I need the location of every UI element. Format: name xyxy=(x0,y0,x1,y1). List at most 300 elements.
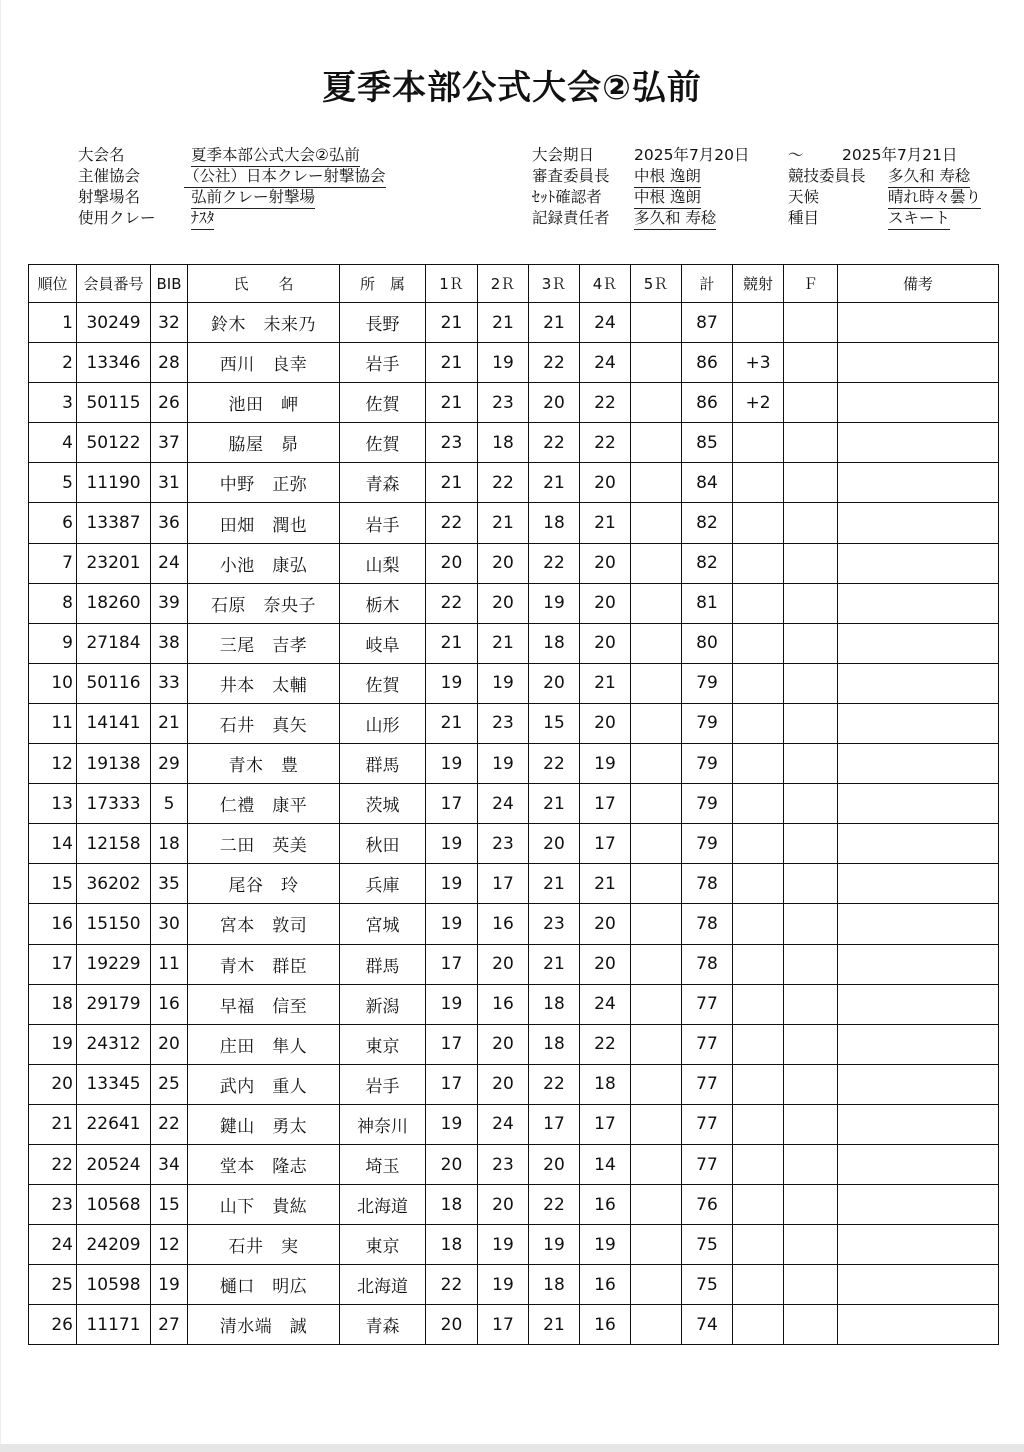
cell-total: 79 xyxy=(682,784,733,824)
cell-affiliation: 青森 xyxy=(340,1305,426,1345)
cell-round-1: 20 xyxy=(426,1144,478,1184)
cell-total: 79 xyxy=(682,744,733,784)
recorder-row xyxy=(532,208,1002,229)
table-row xyxy=(29,303,999,343)
clay-row xyxy=(78,208,438,229)
cell-affiliation: 栃木 xyxy=(340,583,426,623)
cell-round-1: 21 xyxy=(426,623,478,663)
event-type-value: スキート xyxy=(888,208,950,230)
cell-member-number: 17333 xyxy=(77,784,151,824)
header-bib: BIB xyxy=(151,265,188,303)
cell-round-3: 18 xyxy=(529,1265,580,1305)
cell-member-number: 15150 xyxy=(77,904,151,944)
table-row xyxy=(29,383,999,423)
cell-round-1: 19 xyxy=(426,663,478,703)
cell-member-number: 24209 xyxy=(77,1225,151,1265)
cell-total: 79 xyxy=(682,663,733,703)
table-row xyxy=(29,864,999,904)
cell-round-3: 21 xyxy=(529,784,580,824)
cell-f xyxy=(784,343,838,383)
cell-round-1: 18 xyxy=(426,1225,478,1265)
cell-remarks xyxy=(838,1265,999,1305)
cell-total: 75 xyxy=(682,1265,733,1305)
clay-value: ﾅｽﾀ xyxy=(191,208,214,230)
competition-chair-label: 競技委員長 xyxy=(788,167,866,185)
recorder-label: 記録責任者 xyxy=(532,209,610,227)
cell-affiliation: 群馬 xyxy=(340,744,426,784)
cell-bib: 12 xyxy=(151,1225,188,1265)
cell-round-3: 21 xyxy=(529,1305,580,1345)
cell-remarks xyxy=(838,703,999,743)
cell-affiliation: 秋田 xyxy=(340,824,426,864)
cell-round-4: 21 xyxy=(580,663,631,703)
cell-rank: 10 xyxy=(29,663,77,703)
cell-member-number: 23201 xyxy=(77,543,151,583)
cell-round-5 xyxy=(631,944,682,984)
cell-f xyxy=(784,824,838,864)
header-round-4: 4Ｒ xyxy=(580,265,631,303)
cell-f xyxy=(784,784,838,824)
cell-round-2: 16 xyxy=(478,904,529,944)
cell-round-1: 19 xyxy=(426,1104,478,1144)
cell-remarks xyxy=(838,864,999,904)
table-row xyxy=(29,1144,999,1184)
cell-round-1: 21 xyxy=(426,703,478,743)
cell-round-3: 21 xyxy=(529,944,580,984)
cell-f xyxy=(784,663,838,703)
cell-round-3: 22 xyxy=(529,423,580,463)
cell-f xyxy=(784,904,838,944)
cell-affiliation: 北海道 xyxy=(340,1185,426,1225)
table-row xyxy=(29,1064,999,1104)
cell-round-2: 20 xyxy=(478,1024,529,1064)
cell-bib: 35 xyxy=(151,864,188,904)
cell-remarks xyxy=(838,744,999,784)
cell-shoot-off xyxy=(733,1265,784,1305)
cell-member-number: 10568 xyxy=(77,1185,151,1225)
cell-round-2: 21 xyxy=(478,303,529,343)
cell-round-2: 20 xyxy=(478,543,529,583)
header-member-number: 会員番号 xyxy=(77,265,151,303)
table-header-row xyxy=(29,265,999,303)
cell-total: 87 xyxy=(682,303,733,343)
cell-rank: 4 xyxy=(29,423,77,463)
cell-rank: 3 xyxy=(29,383,77,423)
cell-name: 二田 英美 xyxy=(188,824,340,864)
cell-round-5 xyxy=(631,343,682,383)
cell-shoot-off xyxy=(733,703,784,743)
cell-rank: 18 xyxy=(29,984,77,1024)
cell-round-4: 24 xyxy=(580,303,631,343)
cell-name: 仁禮 康平 xyxy=(188,784,340,824)
cell-round-4: 19 xyxy=(580,1225,631,1265)
cell-affiliation: 群馬 xyxy=(340,944,426,984)
cell-shoot-off xyxy=(733,1144,784,1184)
cell-affiliation: 岩手 xyxy=(340,1064,426,1104)
table-row xyxy=(29,703,999,743)
cell-round-4: 24 xyxy=(580,343,631,383)
table-row xyxy=(29,503,999,543)
cell-rank: 19 xyxy=(29,1024,77,1064)
cell-round-2: 21 xyxy=(478,503,529,543)
cell-round-5 xyxy=(631,543,682,583)
competition-chair-value: 多久和 寿稔 xyxy=(888,166,970,188)
cell-name: 池田 岬 xyxy=(188,383,340,423)
cell-f xyxy=(784,623,838,663)
table-row xyxy=(29,663,999,703)
cell-affiliation: 新潟 xyxy=(340,984,426,1024)
weather-value: 晴れ時々曇り xyxy=(888,187,981,209)
table-row xyxy=(29,1265,999,1305)
table-body xyxy=(29,303,999,1345)
cell-total: 78 xyxy=(682,904,733,944)
cell-name: 樋口 明広 xyxy=(188,1265,340,1305)
cell-round-4: 20 xyxy=(580,944,631,984)
setter-row xyxy=(532,187,1002,208)
cell-round-2: 20 xyxy=(478,1064,529,1104)
cell-name: 石井 実 xyxy=(188,1225,340,1265)
cell-total: 77 xyxy=(682,1104,733,1144)
cell-remarks xyxy=(838,463,999,503)
cell-round-5 xyxy=(631,1265,682,1305)
cell-round-4: 20 xyxy=(580,904,631,944)
cell-f xyxy=(784,1265,838,1305)
table-row xyxy=(29,1104,999,1144)
cell-round-3: 20 xyxy=(529,824,580,864)
cell-affiliation: 兵庫 xyxy=(340,864,426,904)
cell-member-number: 13345 xyxy=(77,1064,151,1104)
cell-round-5 xyxy=(631,1185,682,1225)
cell-name: 石原 奈央子 xyxy=(188,583,340,623)
cell-bib: 26 xyxy=(151,383,188,423)
cell-round-5 xyxy=(631,503,682,543)
cell-round-4: 22 xyxy=(580,1024,631,1064)
cell-rank: 21 xyxy=(29,1104,77,1144)
cell-shoot-off: +3 xyxy=(733,343,784,383)
cell-rank: 2 xyxy=(29,343,77,383)
cell-total: 84 xyxy=(682,463,733,503)
cell-round-3: 21 xyxy=(529,864,580,904)
cell-name: 早福 信至 xyxy=(188,984,340,1024)
cell-round-1: 21 xyxy=(426,463,478,503)
header-remarks: 備考 xyxy=(838,265,999,303)
cell-remarks xyxy=(838,1144,999,1184)
cell-round-5 xyxy=(631,663,682,703)
cell-shoot-off xyxy=(733,944,784,984)
cell-member-number: 11171 xyxy=(77,1305,151,1345)
cell-remarks xyxy=(838,1064,999,1104)
cell-total: 82 xyxy=(682,543,733,583)
cell-round-2: 21 xyxy=(478,623,529,663)
cell-member-number: 24312 xyxy=(77,1024,151,1064)
cell-remarks xyxy=(838,1225,999,1265)
cell-name: 中野 正弥 xyxy=(188,463,340,503)
cell-rank: 12 xyxy=(29,744,77,784)
cell-member-number: 20524 xyxy=(77,1144,151,1184)
cell-round-2: 16 xyxy=(478,984,529,1024)
cell-name: 庄田 隼人 xyxy=(188,1024,340,1064)
cell-round-5 xyxy=(631,1024,682,1064)
cell-f xyxy=(784,864,838,904)
cell-round-4: 18 xyxy=(580,1064,631,1104)
cell-round-1: 18 xyxy=(426,1185,478,1225)
cell-round-3: 18 xyxy=(529,623,580,663)
cell-bib: 33 xyxy=(151,663,188,703)
cell-f xyxy=(784,583,838,623)
cell-round-1: 20 xyxy=(426,1305,478,1345)
cell-round-5 xyxy=(631,303,682,343)
cell-shoot-off xyxy=(733,1024,784,1064)
cell-bib: 5 xyxy=(151,784,188,824)
cell-round-5 xyxy=(631,1225,682,1265)
cell-member-number: 10598 xyxy=(77,1265,151,1305)
cell-remarks xyxy=(838,944,999,984)
cell-name: 宮本 敦司 xyxy=(188,904,340,944)
cell-round-2: 20 xyxy=(478,944,529,984)
cell-bib: 38 xyxy=(151,623,188,663)
cell-member-number: 13387 xyxy=(77,503,151,543)
table-row xyxy=(29,343,999,383)
cell-bib: 29 xyxy=(151,744,188,784)
cell-round-4: 17 xyxy=(580,824,631,864)
cell-round-5 xyxy=(631,824,682,864)
cell-round-5 xyxy=(631,423,682,463)
cell-round-1: 19 xyxy=(426,864,478,904)
table-row xyxy=(29,1225,999,1265)
results-table xyxy=(28,264,999,1345)
range-value: 弘前クレー射撃場 xyxy=(191,187,315,209)
cell-bib: 11 xyxy=(151,944,188,984)
cell-remarks xyxy=(838,583,999,623)
cell-round-1: 22 xyxy=(426,503,478,543)
cell-round-4: 20 xyxy=(580,623,631,663)
cell-f xyxy=(784,1104,838,1144)
cell-total: 82 xyxy=(682,503,733,543)
cell-round-2: 17 xyxy=(478,1305,529,1345)
cell-member-number: 27184 xyxy=(77,623,151,663)
cell-round-5 xyxy=(631,864,682,904)
cell-round-4: 14 xyxy=(580,1144,631,1184)
cell-shoot-off: +2 xyxy=(733,383,784,423)
cell-round-3: 22 xyxy=(529,744,580,784)
cell-f xyxy=(784,984,838,1024)
cell-round-3: 18 xyxy=(529,984,580,1024)
recorder-value: 多久和 寿稔 xyxy=(634,208,716,230)
cell-remarks xyxy=(838,1185,999,1225)
cell-affiliation: 岩手 xyxy=(340,343,426,383)
cell-name: 鈴木 未来乃 xyxy=(188,303,340,343)
cell-rank: 17 xyxy=(29,944,77,984)
cell-shoot-off xyxy=(733,984,784,1024)
cell-name: 清水端 誠 xyxy=(188,1305,340,1345)
cell-shoot-off xyxy=(733,864,784,904)
cell-f xyxy=(784,1024,838,1064)
cell-round-1: 17 xyxy=(426,784,478,824)
period-label: 大会期日 xyxy=(532,146,595,164)
setter-value: 中根 逸朗 xyxy=(634,187,701,209)
cell-shoot-off xyxy=(733,744,784,784)
page-bottom-edge xyxy=(0,1444,1024,1452)
cell-round-4: 19 xyxy=(580,744,631,784)
cell-member-number: 19229 xyxy=(77,944,151,984)
cell-f xyxy=(784,383,838,423)
cell-name: 山下 貴紘 xyxy=(188,1185,340,1225)
host-value: （公社）日本クレー射撃協会 xyxy=(184,166,386,188)
cell-shoot-off xyxy=(733,904,784,944)
table-row xyxy=(29,984,999,1024)
cell-remarks xyxy=(838,1024,999,1064)
cell-shoot-off xyxy=(733,463,784,503)
cell-member-number: 50122 xyxy=(77,423,151,463)
cell-member-number: 29179 xyxy=(77,984,151,1024)
table-row xyxy=(29,944,999,984)
cell-rank: 11 xyxy=(29,703,77,743)
cell-round-3: 17 xyxy=(529,1104,580,1144)
cell-bib: 25 xyxy=(151,1064,188,1104)
host-label: 主催協会 xyxy=(78,167,141,185)
event-name-label: 大会名 xyxy=(78,146,125,164)
date-end: 2025年7月21日 xyxy=(842,146,958,164)
cell-round-2: 24 xyxy=(478,784,529,824)
cell-remarks xyxy=(838,824,999,864)
cell-total: 77 xyxy=(682,984,733,1024)
cell-affiliation: 佐賀 xyxy=(340,423,426,463)
cell-f xyxy=(784,944,838,984)
cell-remarks xyxy=(838,303,999,343)
cell-total: 79 xyxy=(682,824,733,864)
cell-shoot-off xyxy=(733,423,784,463)
header-f: Ｆ xyxy=(784,265,838,303)
cell-round-1: 19 xyxy=(426,904,478,944)
cell-name: 西川 良幸 xyxy=(188,343,340,383)
cell-name: 三尾 吉孝 xyxy=(188,623,340,663)
cell-bib: 28 xyxy=(151,343,188,383)
cell-round-4: 20 xyxy=(580,543,631,583)
cell-round-2: 24 xyxy=(478,1104,529,1144)
cell-bib: 36 xyxy=(151,503,188,543)
cell-round-4: 17 xyxy=(580,784,631,824)
table-row xyxy=(29,1185,999,1225)
cell-round-3: 23 xyxy=(529,904,580,944)
cell-round-1: 19 xyxy=(426,744,478,784)
header-shoot-off: 競射 xyxy=(733,265,784,303)
header-round-5: 5Ｒ xyxy=(631,265,682,303)
cell-round-1: 22 xyxy=(426,1265,478,1305)
cell-bib: 27 xyxy=(151,1305,188,1345)
cell-total: 74 xyxy=(682,1305,733,1345)
cell-name: 堂本 隆志 xyxy=(188,1144,340,1184)
cell-rank: 8 xyxy=(29,583,77,623)
cell-affiliation: 東京 xyxy=(340,1024,426,1064)
cell-bib: 19 xyxy=(151,1265,188,1305)
cell-round-5 xyxy=(631,744,682,784)
cell-affiliation: 岩手 xyxy=(340,503,426,543)
cell-round-5 xyxy=(631,904,682,944)
cell-name: 脇屋 昴 xyxy=(188,423,340,463)
cell-round-5 xyxy=(631,383,682,423)
cell-shoot-off xyxy=(733,1305,784,1345)
cell-shoot-off xyxy=(733,623,784,663)
cell-round-4: 22 xyxy=(580,383,631,423)
cell-round-2: 19 xyxy=(478,343,529,383)
cell-round-2: 23 xyxy=(478,703,529,743)
cell-rank: 9 xyxy=(29,623,77,663)
judge-label: 審査委員長 xyxy=(532,167,610,185)
cell-round-3: 20 xyxy=(529,383,580,423)
cell-affiliation: 佐賀 xyxy=(340,383,426,423)
cell-round-4: 17 xyxy=(580,1104,631,1144)
cell-affiliation: 埼玉 xyxy=(340,1144,426,1184)
cell-round-2: 23 xyxy=(478,824,529,864)
table-row xyxy=(29,1305,999,1345)
table-row xyxy=(29,744,999,784)
cell-member-number: 36202 xyxy=(77,864,151,904)
judge-value: 中根 逸朗 xyxy=(634,166,701,188)
cell-round-5 xyxy=(631,583,682,623)
cell-round-4: 20 xyxy=(580,703,631,743)
cell-round-2: 23 xyxy=(478,1144,529,1184)
cell-round-5 xyxy=(631,623,682,663)
cell-round-3: 22 xyxy=(529,543,580,583)
range-label: 射撃場名 xyxy=(78,188,141,206)
table-row xyxy=(29,583,999,623)
cell-round-2: 20 xyxy=(478,1185,529,1225)
cell-round-3: 15 xyxy=(529,703,580,743)
cell-affiliation: 神奈川 xyxy=(340,1104,426,1144)
header-name: 氏 名 xyxy=(188,265,340,303)
cell-rank: 26 xyxy=(29,1305,77,1345)
cell-bib: 24 xyxy=(151,543,188,583)
cell-f xyxy=(784,543,838,583)
cell-member-number: 50115 xyxy=(77,383,151,423)
cell-round-2: 23 xyxy=(478,383,529,423)
cell-member-number: 18260 xyxy=(77,583,151,623)
cell-total: 81 xyxy=(682,583,733,623)
cell-rank: 22 xyxy=(29,1144,77,1184)
cell-total: 75 xyxy=(682,1225,733,1265)
cell-remarks xyxy=(838,383,999,423)
cell-name: 武内 重人 xyxy=(188,1064,340,1104)
cell-round-1: 21 xyxy=(426,303,478,343)
cell-total: 78 xyxy=(682,864,733,904)
cell-bib: 21 xyxy=(151,703,188,743)
period-row xyxy=(532,145,1002,166)
cell-bib: 31 xyxy=(151,463,188,503)
cell-member-number: 30249 xyxy=(77,303,151,343)
cell-round-2: 19 xyxy=(478,1265,529,1305)
cell-remarks xyxy=(838,1104,999,1144)
cell-bib: 18 xyxy=(151,824,188,864)
cell-rank: 7 xyxy=(29,543,77,583)
cell-shoot-off xyxy=(733,583,784,623)
cell-round-3: 19 xyxy=(529,1225,580,1265)
cell-f xyxy=(784,303,838,343)
cell-round-2: 20 xyxy=(478,583,529,623)
cell-bib: 32 xyxy=(151,303,188,343)
cell-affiliation: 山梨 xyxy=(340,543,426,583)
cell-bib: 37 xyxy=(151,423,188,463)
cell-remarks xyxy=(838,423,999,463)
event-name-row xyxy=(78,145,438,166)
cell-round-1: 17 xyxy=(426,1024,478,1064)
cell-round-3: 22 xyxy=(529,1185,580,1225)
cell-round-1: 23 xyxy=(426,423,478,463)
cell-bib: 34 xyxy=(151,1144,188,1184)
table-row xyxy=(29,904,999,944)
cell-f xyxy=(784,503,838,543)
cell-round-4: 16 xyxy=(580,1185,631,1225)
cell-round-3: 22 xyxy=(529,343,580,383)
